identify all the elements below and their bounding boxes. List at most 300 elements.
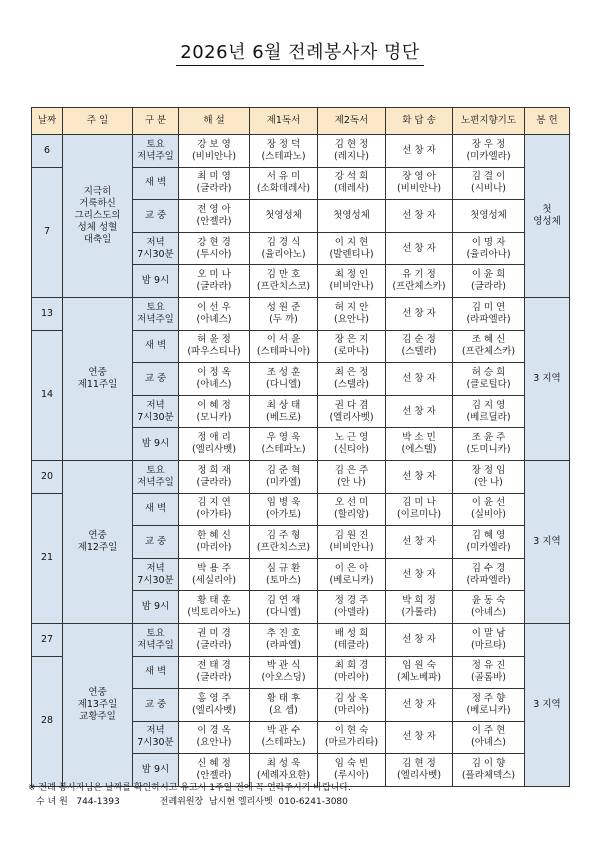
reader2-cell [318,493,386,526]
reader1-line: (소화데레사) [256,183,311,195]
reader1-line: (토마스) [266,574,301,586]
reader1-line: 장 정 덕 [266,138,301,150]
psalmist-line: 선 창 자 [402,568,436,580]
offering-line: 3 지역 [533,535,561,547]
commentator-line: 권 미 경 [197,627,231,639]
psalmist-line: (이르미나) [396,509,442,521]
commentator-line: 황 태 훈 [197,595,231,607]
mass-type-line: 교 중 [144,535,167,547]
reader2-line: 최 은 정 [334,366,369,378]
psalmist-line: (프란체스카) [392,281,446,293]
sunday-name-line: 교황주일 [79,710,116,722]
commentator-line: 김 지 연 [197,497,231,509]
mass-type-cell [133,200,179,233]
date-cell: 7 [32,167,63,297]
psalmist-line: 장 영 아 [402,171,436,183]
reader2-cell [318,167,386,200]
intercessor-line: 김 수 경 [471,562,506,574]
commentator-cell [179,363,250,396]
reader1-line: 조 성 훈 [266,366,301,378]
reader2-line: 이 현 숙 [334,725,369,737]
intercessor-line: 이 윤 선 [471,497,506,509]
mass-type-line: 저녁주일 [137,639,174,651]
intercessor-cell [453,591,525,624]
date-cell: 28 [32,656,63,786]
mass-type-cell [133,558,179,591]
commentator-line: 이 정 옥 [197,366,231,378]
reader2-line: 이 지 현 [334,236,369,248]
intercessor-line: (안 나) [474,476,503,488]
reader2-line: 권 다 겸 [334,399,369,411]
commentator-line: (글라라) [196,672,232,684]
commentator-line: 박 용 주 [197,562,231,574]
psalmist-line: 선 창 자 [402,209,436,221]
psalmist-line: 선 창 자 [402,307,436,319]
psalmist-line: 선 창 자 [402,731,436,743]
intercessor-cell [453,265,525,298]
commentator-line: 정 희 재 [197,464,231,476]
reader1-cell [250,297,318,330]
sunday-name-line: 거룩하신 [79,197,116,209]
sunday-name-cell [63,135,133,298]
reader1-cell [250,558,318,591]
sunday-name-line: 연중 [88,529,107,541]
reader2-cell [318,200,386,233]
mass-type-line: 새 벽 [144,666,167,678]
psalmist-line: 선 창 자 [402,470,436,482]
intercessor-line: (마르타) [471,639,506,651]
intercessor-cell [453,754,525,787]
intercessor-cell [453,721,525,754]
commentator-line: (아녜스) [196,378,232,390]
psalmist-line: (가롤라) [401,607,437,619]
date-cell: 21 [32,493,63,623]
intercessor-line: 정 유 진 [471,660,506,672]
intercessor-cell [453,460,525,493]
intercessor-line: (아녜스) [471,737,506,749]
reader2-line: 김 상 옥 [334,692,369,704]
commentator-cell [179,493,250,526]
intercessor-cell [453,526,525,559]
offering-cell [525,460,570,623]
reader1-cell [250,265,318,298]
commentator-line: 한 혜 신 [197,529,231,541]
footer-contact: 수 녀 원 744-1393 전례위원장 남시현 엘리사벳 010-6241-3080 [36,797,348,807]
intercessor-cell [453,558,525,591]
commentator-line: 홍 영 주 [197,692,231,704]
footer-note: ※ 전례 봉사자님은 날짜를 확인하시고 유고시 1주일 전에 꼭 연락주시기 바랍니다. [28,783,351,793]
reader1-line: (미카엘) [266,476,301,488]
mass-type-line: 교 중 [144,698,167,710]
sunday-name-line: 연중 [88,686,107,698]
mass-type-cell [133,656,179,689]
mass-type-line: 밤 9시 [141,275,170,287]
commentator-line: (파우스티나) [187,346,241,358]
offering-cell [525,135,570,298]
reader2-line: 강 석 희 [334,171,369,183]
reader2-line: 최 정 인 [334,269,369,281]
commentator-cell [179,656,250,689]
psalmist-line: 선 창 자 [402,405,436,417]
intercessor-line: 허 승 희 [471,366,506,378]
commentator-cell [179,297,250,330]
psalmist-line: 선 창 자 [402,372,436,384]
commentator-line: 최 미 영 [197,171,231,183]
reader1-line: 심 규 환 [266,562,301,574]
reader2-line: (엘리사벳) [329,411,374,423]
header-reading2: 제2독서 [318,108,386,135]
header-offering: 봉 헌 [525,108,570,135]
intercessor-line: (라파엘라) [466,313,511,325]
reader1-line: 임 병 욱 [266,497,301,509]
reader2-line: 김 현 정 [334,138,369,150]
mass-type-line: 새 벽 [144,340,167,352]
psalmist-line: 선 창 자 [402,698,436,710]
reader2-line: (비비안나) [329,541,374,553]
reader1-line: 황 태 후 [266,692,301,704]
reader1-line: 성 원 준 [266,301,301,313]
commentator-cell [179,526,250,559]
psalmist-cell [386,591,453,624]
psalmist-cell [386,623,453,656]
table-row [32,297,570,330]
psalmist-line: 선 창 자 [402,633,436,645]
offering-cell [525,297,570,460]
psalmist-cell [386,558,453,591]
intercessor-cell [453,363,525,396]
mass-type-line: 토요 [146,301,165,313]
mass-type-cell [133,232,179,265]
commentator-line: 정 애 리 [197,432,231,444]
reader2-cell [318,526,386,559]
header-sunday: 주 일 [63,108,133,135]
intercessor-line: 김 지 영 [471,399,506,411]
intercessor-line: (베르딜라) [466,411,511,423]
intercessor-line: (베로니카) [466,704,511,716]
mass-type-cell [133,623,179,656]
table-row [32,623,570,656]
commentator-line: 강 현 경 [197,236,231,248]
psalmist-cell [386,395,453,428]
intercessor-cell [453,297,525,330]
date-cell: 27 [32,623,63,656]
reader2-line: (발렌티나) [329,248,374,260]
mass-type-cell [133,428,179,461]
commentator-line: (비비안나) [191,150,237,162]
mass-type-line: 새 벽 [144,503,167,515]
reader1-cell [250,721,318,754]
intercessor-line: (도미니카) [466,444,511,456]
mass-type-cell [133,167,179,200]
psalmist-line: (비비안나) [396,183,442,195]
reader1-line: 박 관 수 [266,725,301,737]
mass-type-line: 토요 [146,627,165,639]
header-commentary: 해 설 [179,108,250,135]
reader1-line: (베드로) [266,411,301,423]
offering-line: 3 지역 [533,698,561,710]
reader2-line: (신티아) [334,444,369,456]
reader2-line: (비비안나) [329,281,374,293]
mass-type-cell [133,135,179,168]
header-reading1: 제1독서 [250,108,318,135]
intercessor-line: 장 정 임 [471,464,506,476]
commentator-line: (글라라) [196,639,232,651]
mass-type-line: 저녁주일 [137,150,174,162]
intercessor-line: (실비아) [471,509,506,521]
reader2-line: (테클라) [334,639,369,651]
psalmist-cell [386,689,453,722]
intercessor-line: 이 주 현 [471,725,506,737]
intercessor-cell [453,232,525,265]
psalmist-cell [386,526,453,559]
header-date: 날짜 [32,108,63,135]
reader2-cell [318,460,386,493]
sunday-name-line: 연중 [88,366,107,378]
commentator-line: (엘리사벳) [191,704,237,716]
commentator-line: 이 경 옥 [197,725,231,737]
header-type: 구 분 [133,108,179,135]
header-row [32,108,570,135]
psalmist-cell [386,721,453,754]
offering-cell [525,623,570,786]
reader2-cell [318,689,386,722]
reader1-line: 최 성 욱 [266,758,301,770]
intercessor-line: 첫영성체 [470,209,507,221]
reader2-line: 허 지 안 [334,301,369,313]
mass-type-cell [133,591,179,624]
psalmist-line: 김 현 정 [402,758,436,770]
commentator-cell [179,558,250,591]
intercessor-cell [453,135,525,168]
reader1-line: (세례자요한) [256,770,311,782]
reader1-cell [250,526,318,559]
sunday-name-line: 성체 성혈 [77,221,118,233]
reader1-cell [250,591,318,624]
reader2-cell [318,721,386,754]
commentator-line: (마리아) [196,541,232,553]
psalmist-cell [386,200,453,233]
mass-type-line: 밤 9시 [141,438,170,450]
mass-type-line: 7시30분 [137,248,174,260]
reader1-cell [250,135,318,168]
intercessor-line: (글라라) [471,281,506,293]
mass-type-line: 저녁 [146,399,165,411]
commentator-cell [179,135,250,168]
reader2-line: (마리아) [334,704,369,716]
mass-type-line: 저녁 [146,725,165,737]
psalmist-cell [386,330,453,363]
reader1-line: 첫영성체 [265,209,302,221]
sunday-name-line: 제11주일 [77,378,118,390]
intercessor-cell [453,167,525,200]
psalmist-cell [386,460,453,493]
reader2-line: 노 근 영 [334,432,369,444]
commentator-line: 전 영 아 [197,203,231,215]
reader2-cell [318,297,386,330]
commentator-line: (엘리사벳) [191,444,237,456]
intercessor-line: (율리아나) [466,248,511,260]
reader2-cell [318,330,386,363]
intercessor-cell [453,656,525,689]
reader1-cell [250,656,318,689]
mass-type-line: 교 중 [144,209,167,221]
mass-type-line: 저녁주일 [137,313,174,325]
intercessor-cell [453,330,525,363]
commentator-cell [179,395,250,428]
psalmist-line: 선 창 자 [402,242,436,254]
intercessor-line: (골롬바) [471,672,506,684]
mass-type-cell [133,297,179,330]
intercessor-line: 이 윤 희 [471,269,506,281]
intercessor-line: (플라체덱스) [461,770,516,782]
commentator-line: (모니카) [196,411,232,423]
sunday-name-line: 제12주일 [77,541,118,553]
reader1-cell [250,232,318,265]
reader2-line: (마리아) [334,672,369,684]
intercessor-line: 조 혜 신 [471,334,506,346]
offering-line: 첫 [542,203,552,215]
table-row [32,460,570,493]
reader1-line: (스테파노) [261,444,306,456]
psalmist-cell [386,265,453,298]
reader2-line: 김 은 주 [334,464,369,476]
sunday-name-cell [63,460,133,623]
commentator-line: 오 미 나 [197,269,231,281]
reader2-cell [318,428,386,461]
date-cell: 6 [32,135,63,168]
commentator-line: 강 보 영 [197,138,231,150]
commentator-line: (요안나) [196,737,232,749]
reader2-cell [318,135,386,168]
reader1-cell [250,395,318,428]
reader2-cell [318,363,386,396]
psalmist-line: 유 기 정 [402,269,436,281]
intercessor-line: (미카엘라) [466,541,511,553]
commentator-line: (안젤라) [196,215,232,227]
reader1-line: 김 연 재 [266,595,301,607]
reader1-cell [250,493,318,526]
mass-type-line: 토요 [146,138,165,150]
commentator-cell [179,623,250,656]
psalmist-line: (스텔라) [401,346,437,358]
intercessor-line: (아녜스) [471,607,506,619]
mass-type-cell [133,493,179,526]
psalmist-line: 선 창 자 [402,535,436,547]
psalmist-cell [386,428,453,461]
intercessor-line: (라파엘라) [466,574,511,586]
commentator-cell [179,689,250,722]
mass-type-line: 7시30분 [137,411,174,423]
intercessor-line: 이 말 남 [471,627,506,639]
reader2-line: (레지나) [334,150,369,162]
intercessor-cell [453,623,525,656]
reader2-cell [318,395,386,428]
reader2-line: 장 은 지 [334,334,369,346]
reader1-line: (스테파니아) [256,346,311,358]
intercessor-cell [453,200,525,233]
intercessor-line: 김 결 이 [471,171,506,183]
reader1-line: 최 상 태 [266,399,301,411]
sunday-name-line: 대축일 [83,233,112,245]
reader1-line: (라파엘) [266,639,301,651]
intercessor-line: (프란체스카) [461,346,516,358]
sunday-name-cell [63,623,133,786]
commentator-line: 전 태 경 [197,660,231,672]
reader2-line: 오 선 미 [334,497,369,509]
mass-type-line: 저녁 [146,236,165,248]
reader2-cell [318,656,386,689]
reader2-line: 정 경 주 [334,595,369,607]
reader2-line: 배 성 희 [334,627,369,639]
mass-type-cell [133,330,179,363]
psalmist-line: 김 순 정 [402,334,436,346]
header-psalm: 화 답 송 [386,108,453,135]
psalmist-cell [386,754,453,787]
commentator-line: 신 혜 정 [197,758,231,770]
psalmist-cell [386,232,453,265]
commentator-line: (글라라) [196,281,232,293]
reader1-line: 김 주 형 [266,529,301,541]
commentator-cell [179,330,250,363]
commentator-line: (아녜스) [196,313,232,325]
reader2-cell [318,623,386,656]
sunday-name-cell [63,297,133,460]
psalmist-line: 임 원 숙 [402,660,436,672]
mass-type-cell [133,265,179,298]
reader2-line: (요안나) [334,313,369,325]
intercessor-line: (미카엘라) [466,150,511,162]
schedule-table [31,107,570,787]
reader2-cell [318,265,386,298]
mass-type-line: 토요 [146,464,165,476]
reader2-line: (할리앙) [334,509,369,521]
reader1-cell [250,460,318,493]
offering-line: 영성체 [533,215,561,227]
header-prayer: 노편지향기도 [453,108,525,135]
commentator-cell [179,232,250,265]
mass-type-cell [133,363,179,396]
commentator-cell [179,265,250,298]
mass-type-cell [133,689,179,722]
reader1-cell [250,363,318,396]
reader2-line: (마르가리타) [324,737,379,749]
mass-type-cell [133,460,179,493]
psalmist-cell [386,297,453,330]
commentator-line: (빅토리아노) [187,607,241,619]
reader1-cell [250,428,318,461]
intercessor-line: 김 미 연 [471,301,506,313]
date-cell: 13 [32,297,63,330]
psalmist-cell [386,363,453,396]
commentator-cell [179,591,250,624]
intercessor-cell [453,428,525,461]
commentator-cell [179,460,250,493]
reader1-cell [250,330,318,363]
reader2-line: (안 나) [337,476,366,488]
date-cell: 14 [32,330,63,460]
intercessor-line: (시비나) [471,183,506,195]
reader1-line: (프란치스코) [256,541,311,553]
intercessor-line: 장 우 정 [471,138,506,150]
reader2-line: (데레사) [334,183,369,195]
psalmist-line: (엘리사벳) [396,770,442,782]
psalmist-line: (에스텔) [401,444,437,456]
reader2-line: (로마나) [334,346,369,358]
intercessor-line: (클로틸다) [466,378,511,390]
mass-type-line: 7시30분 [137,737,174,749]
reader1-line: (프란치스코) [256,281,311,293]
commentator-cell [179,167,250,200]
